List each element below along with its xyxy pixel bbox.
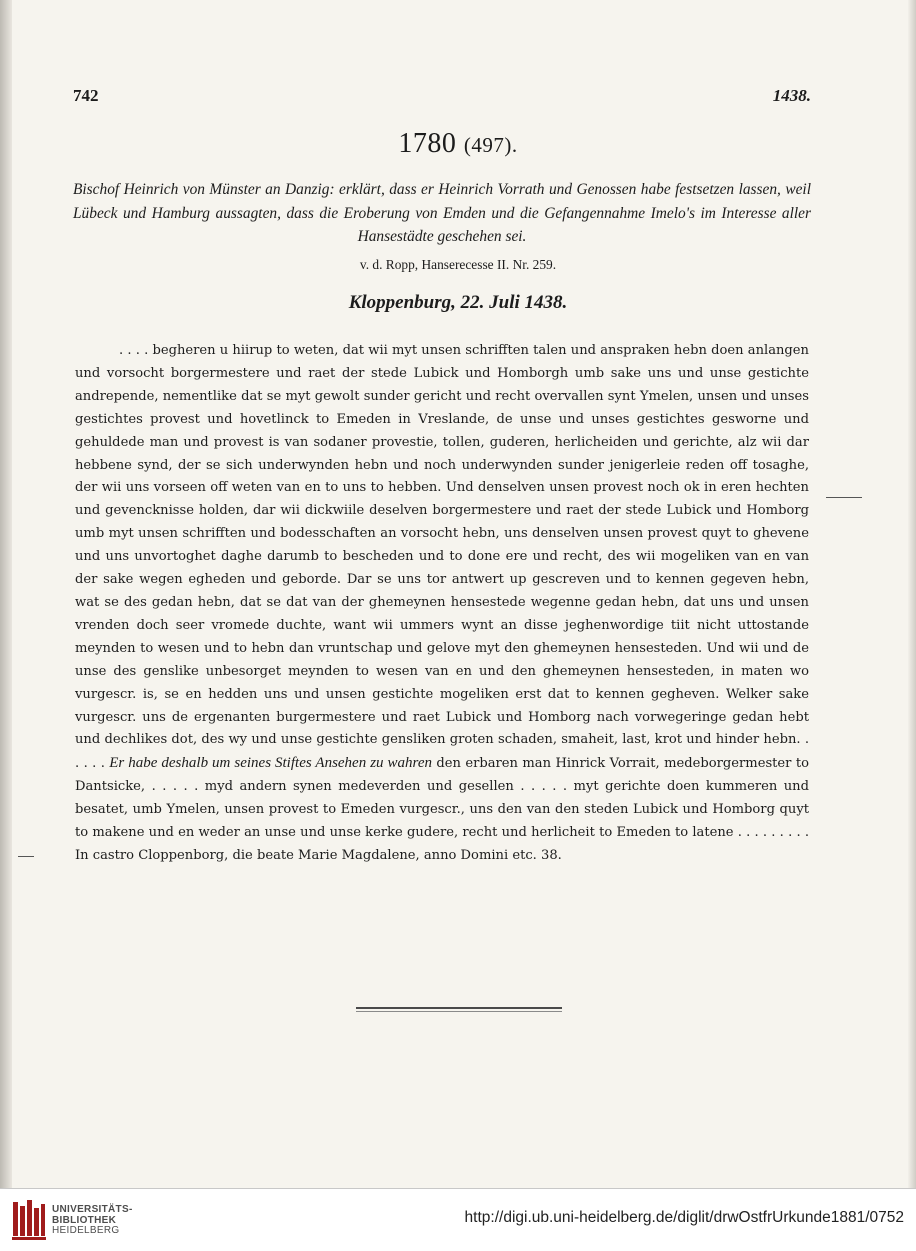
source-citation: v. d. Ropp, Hanserecesse II. Nr. 259. [359, 257, 557, 272]
permalink-url[interactable]: http://digi.ub.uni-heidelberg.de/diglit/drwOstfrUrkunde1881/0752 [464, 1209, 904, 1226]
document-number [0, 128, 916, 160]
document-number-sub: (497). [463, 133, 518, 157]
library-logo-text[interactable] [52, 1205, 133, 1237]
margin-mark [826, 497, 862, 498]
document-body [75, 340, 809, 868]
place-date: Kloppenburg, 22. Juli 1438. [348, 292, 568, 313]
body-text-part1: . . . . begheren u hiirup to weten, dat wii myt unsen schrifften talen und anspraken hebn doen anlangen und vorsocht borgermestere und raet der stede Lubick und Homborgh umb sake uns und unse gestichte andrepende, nementlike dat se myt gewolt sunder gericht und recht overvallen synt Ymelen, unsen und unses gestichtes provest und hovetlinck to Emeden in Vreslande, de unse und unses gestichtes gesworne und gehuldede man und provest is van sodaner provestie, tollen, guderen, herlicheiden und gerichte, alz wii dar hebbene synd, der se sich underwynden hebn und noch underwynden sunder jenigerleie reden off tosaghe, der wii uns vorseen off weten van en to uns to hebben. Und denselven unsen provest noch ok in eren hechten und gevencknisse holden, dar wii dickwiile deselven borgermestere und raet der stede Lubick und Homborg umb myt unsen schrifften und bodesschaften an vorsocht hebn, uns denselven unsen provest quyt to ghevene und uns unvortoghet daghe darumb to bescheden und to done ere und recht, des wii mogeliken van en van der sake wegen egheden und geborde. Dar se uns tor antwert up gescreven und to kennen gegeven hebn, wat se des gedan hebn, dat se dat van der ghemeynen hensestede wegenne gedan hebn, dat uns und unsen vrenden doch seer vromede duchte, want wii ummers wynt an disse jeghenwordige tiit nicht uttostande meynden to wesen und to hebn dan vruntschap und gelove myt den ghemeynen hensesteden. Und wii und de unse des genslike unbesorget meynden to wesen van en und den ghemeynen hensesteden, in maten wo vurgescr. is, se en hedden uns und unsen gestichte mogeliken erst dat to kennen gegheven. Welker sake vurgescr. uns de ergenanten burgermestere und raet Lubick und Homborg nach vorwegeringe gedan hebt und dechlikes dot, des wy und unse gestichte gensliken groten schaden, smaheit, last, krot und hinder hebn. . . . . . [75, 343, 809, 772]
logo-line-1: UNIVERSITÄTS- [52, 1204, 133, 1215]
document-summary: Bischof Heinrich von Münster an Danzig: erklärt, dass er Heinrich Vorrath und Genossen habe festsetzen lassen, weil Lübeck und Hamburg aussagten, dass die Eroberung von Emden und die Gefangennahme Imelo's im Interesse aller Hansestädte geschehen sei. [73, 181, 811, 245]
logo-line-2: BIBLIOTHEK [52, 1214, 117, 1226]
body-italic-note: Er habe deshalb um seines Stiftes Ansehen zu wahren [109, 755, 432, 772]
closing-rule [356, 1007, 562, 1009]
library-logo-icon[interactable] [10, 1196, 48, 1242]
page-binding-shadow [0, 0, 12, 1188]
margin-mark [18, 856, 34, 857]
logo-line-3: HEIDELBERG [52, 1225, 120, 1236]
running-head [73, 86, 811, 110]
document-number-main: 1780 [398, 128, 457, 159]
page-number: 742 [73, 86, 99, 105]
body-text-part2: den erbaren man Hinrick Vorrait, medeborgermester to Dantsicke, . . . . . myd andern synen medeverden und gesellen . . . . . myt gerichte doen kummeren und besatet, umb Ymelen, unsen provest to Emeden vurgescr., uns den van den steden Lubick und Homborg quyt to makene und en weder an unse und unse kerke gudere, recht und herlicheit to Emeden to latene . . . . . . . . . In castro Cloppenborg, die beate Marie Magdalene, anno Domini etc. 38. [75, 756, 809, 863]
page-edge-shadow [908, 0, 916, 1188]
running-head-year: 1438. [772, 86, 811, 105]
closing-rule-thin [356, 1011, 562, 1012]
viewer-footer [0, 1188, 916, 1251]
